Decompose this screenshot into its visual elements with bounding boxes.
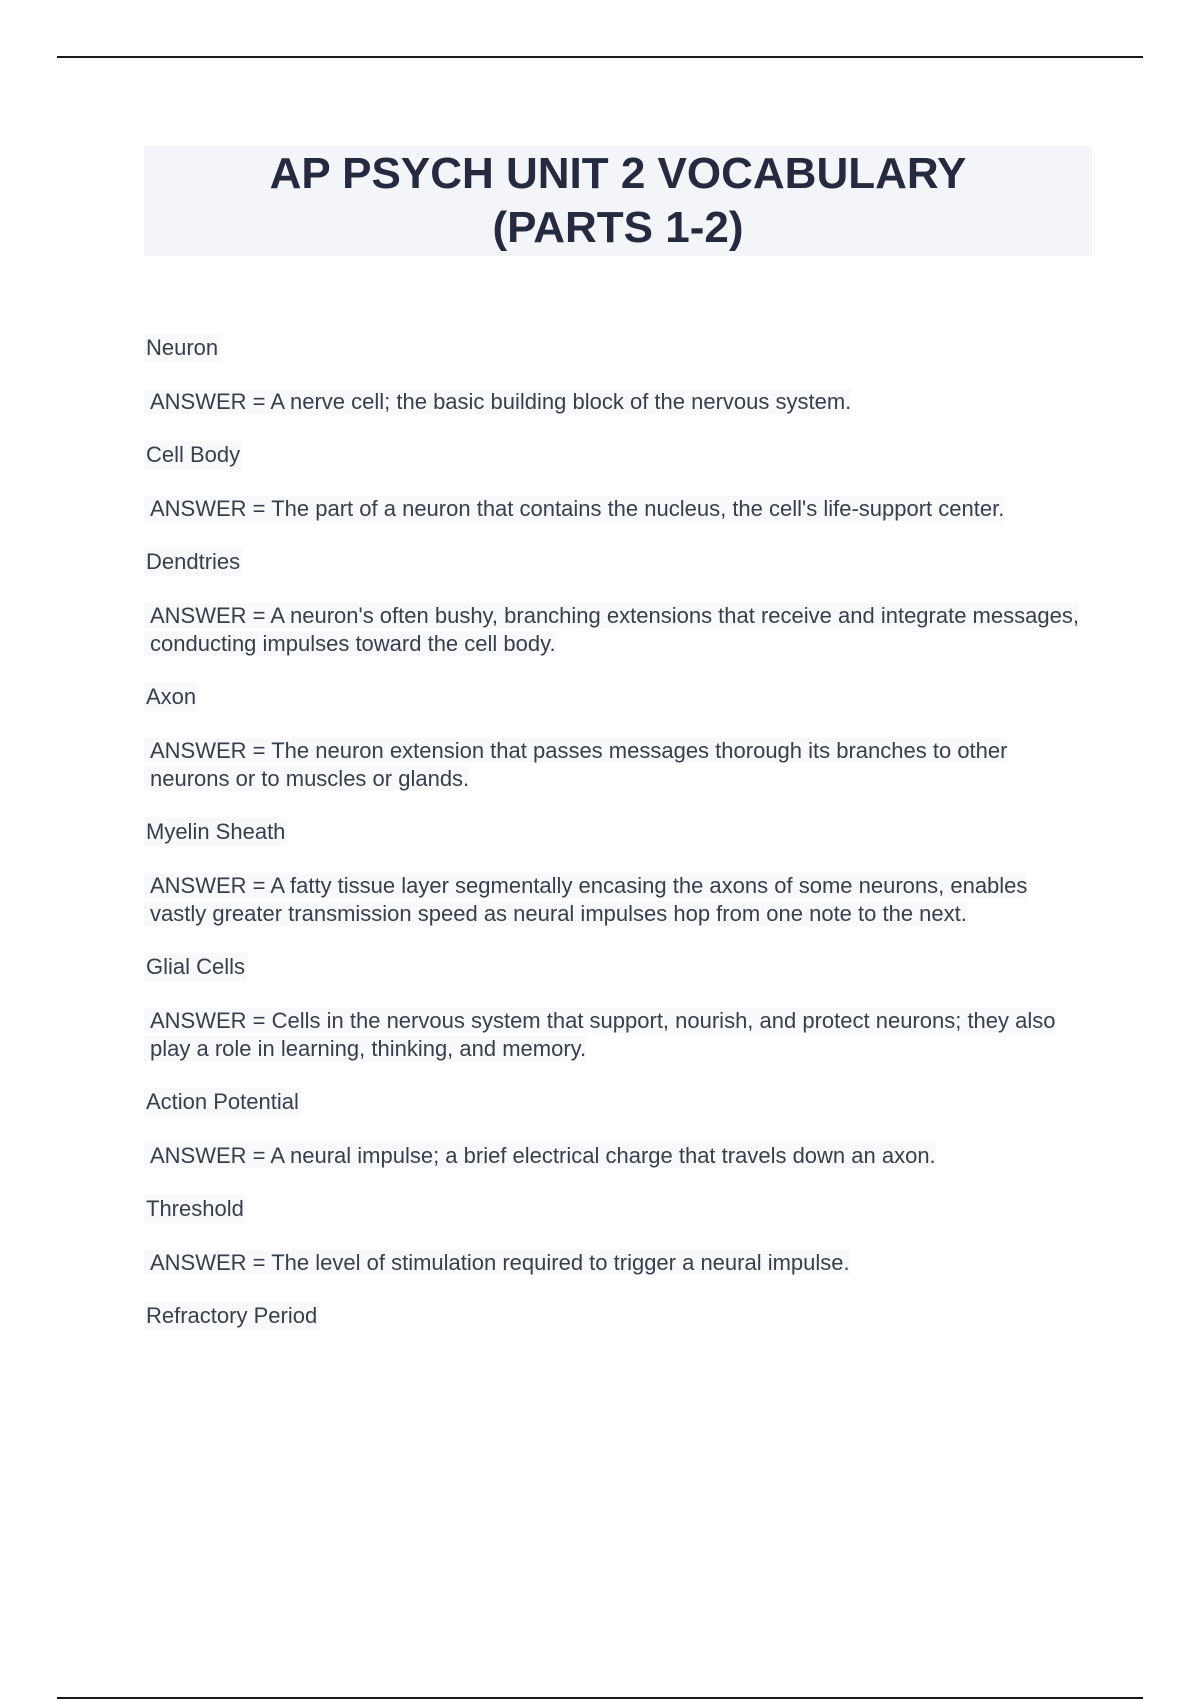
vocab-term: Axon [146, 684, 197, 709]
vocab-term: Glial Cells [146, 954, 246, 979]
vocab-answer: ANSWER = The neuron extension that passes messages thorough its branches to other neurons or to muscles or glands. [144, 738, 1007, 791]
vocab-term: Dendtries [146, 549, 241, 574]
bottom-rule [57, 1697, 1143, 1699]
vocabulary-list [144, 334, 1084, 1356]
vocab-term: Myelin Sheath [146, 819, 286, 844]
vocab-term: Cell Body [146, 442, 241, 467]
list-item [144, 1088, 1084, 1170]
list-item [144, 1195, 1084, 1277]
vocab-term: Threshold [146, 1196, 244, 1221]
vocab-term: Refractory Period [146, 1303, 318, 1328]
vocab-answer: ANSWER = A neuron's often bushy, branching extensions that receive and integrate messages, conducting impulses toward the cell body. [144, 603, 1079, 656]
vocab-answer: ANSWER = The level of stimulation required to trigger a neural impulse. [144, 1250, 850, 1275]
list-item [144, 818, 1084, 928]
list-item [144, 1302, 1084, 1356]
list-item [144, 334, 1084, 416]
vocab-answer: ANSWER = The part of a neuron that contains the nucleus, the cell's life-support center. [144, 496, 1004, 521]
vocab-answer: ANSWER = A nerve cell; the basic building block of the nervous system. [144, 389, 851, 414]
title-banner [144, 146, 1092, 256]
list-item [144, 953, 1084, 1063]
vocab-answer: ANSWER = A neural impulse; a brief electrical charge that travels down an axon. [144, 1143, 936, 1168]
vocab-answer: ANSWER = Cells in the nervous system that support, nourish, and protect neurons; they also play a role in learning, thinking, and memory. [144, 1008, 1056, 1061]
vocab-term: Action Potential [146, 1089, 299, 1114]
vocab-term: Neuron [146, 335, 219, 360]
list-item [144, 548, 1084, 658]
top-rule [57, 56, 1143, 58]
document-title: AP PSYCH UNIT 2 VOCABULARY (PARTS 1-2) [269, 149, 967, 252]
vocab-answer: ANSWER = A fatty tissue layer segmentally encasing the axons of some neurons, enables vastly greater transmission speed as neural impulses hop from one note to the next. [144, 873, 1027, 926]
list-item [144, 683, 1084, 793]
list-item [144, 441, 1084, 523]
